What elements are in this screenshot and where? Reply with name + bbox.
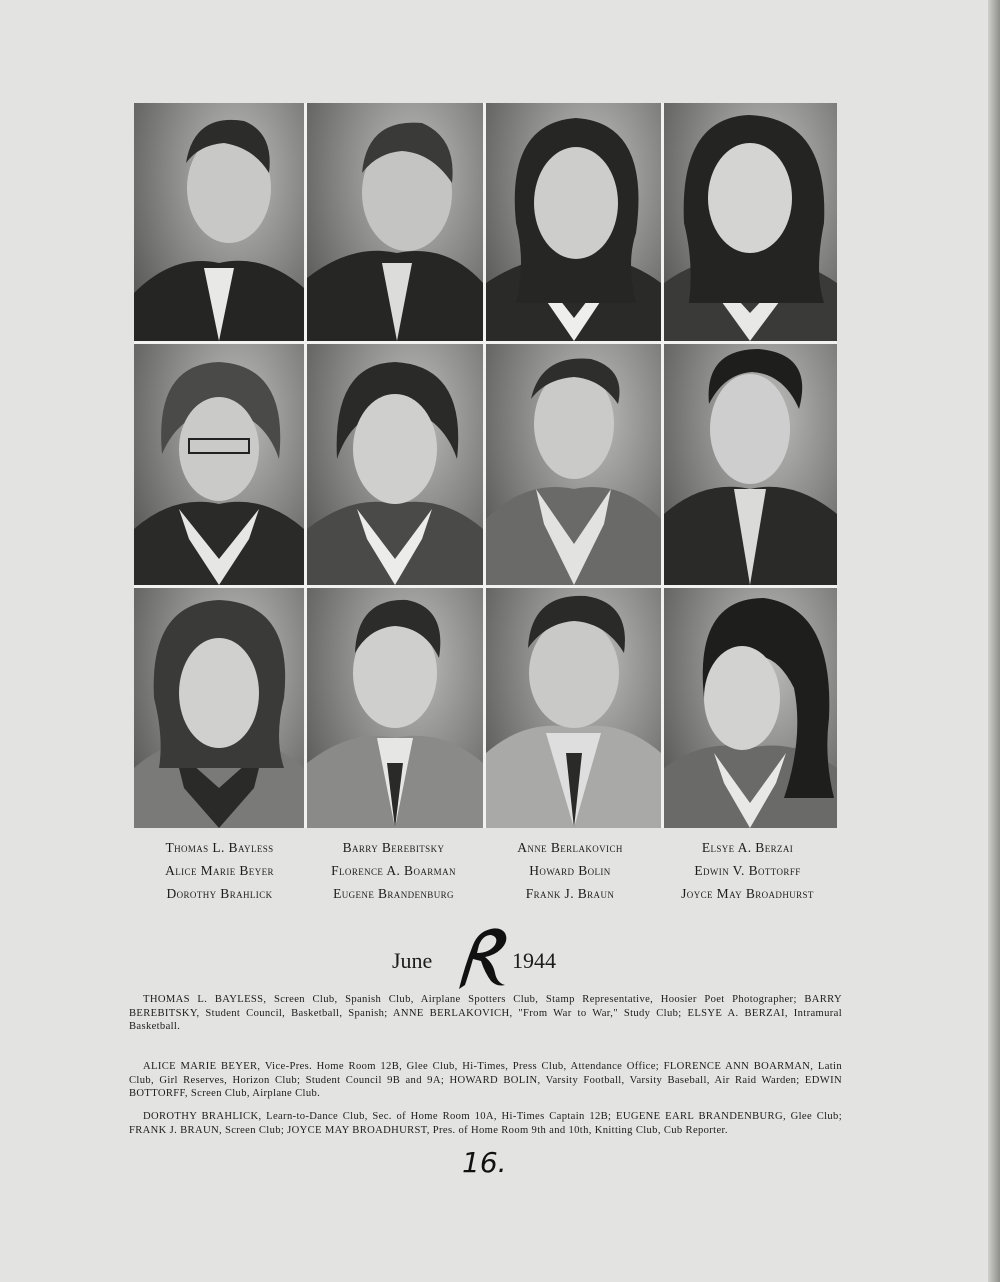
- page-number: 16.: [462, 1146, 507, 1179]
- student-name: Joyce May Broadhurst: [681, 886, 814, 901]
- student-name: Florence A. Boarman: [331, 863, 456, 878]
- portrait-photo: [307, 103, 483, 341]
- portrait-photo: [664, 588, 837, 828]
- student-name: Edwin V. Bottorff: [694, 863, 801, 878]
- student-name: Dorothy Brahlick: [166, 886, 273, 901]
- student-name: Elsye A. Berzai: [701, 840, 794, 855]
- portrait-grid: [134, 103, 837, 828]
- portrait-photo: [307, 588, 483, 828]
- portrait-photo: [134, 588, 304, 828]
- bio-paragraph: THOMAS L. BAYLESS, Screen Club, Spanish Club, Airplane Spotters Club, Stamp Representative, Hoosier Poet Photographer; BARRY BEREBITSKY, Student Council, Basketball, Spanish; ANNE BERLAKOVICH, "From War to War," Study Club; ELSYE A. BERZAI, Intramural Basketball.: [129, 994, 842, 1033]
- student-name: Thomas L. Bayless: [165, 840, 274, 855]
- student-name: Alice Marie Beyer: [165, 863, 274, 878]
- portrait-photo: [134, 344, 304, 585]
- heading-year: 1944: [512, 948, 556, 973]
- portrait-photo: [664, 103, 837, 341]
- student-name: Eugene Brandenburg: [333, 886, 454, 901]
- portrait-photo: [486, 588, 661, 828]
- portrait-photo: [134, 103, 304, 341]
- student-name: Anne Berlakovich: [517, 840, 623, 855]
- bio-paragraph: DOROTHY BRAHLICK, Learn-to-Dance Club, Sec. of Home Room 10A, Hi-Times Captain 12B; EUGENE EARL BRANDENBURG, Glee Club; FRANK J. BRAUN, Screen Club; JOYCE MAY BROADHURST, Pres. of Home Room 9th and 10th, Knitting Club, Cub Reporter.: [129, 1111, 842, 1136]
- student-name: Frank J. Braun: [525, 886, 615, 901]
- student-name: Barry Berebitsky: [342, 840, 445, 855]
- portrait-photo: [307, 344, 483, 585]
- portrait-photo: [486, 344, 661, 585]
- r-logo-icon: [451, 925, 513, 991]
- student-name: Howard Bolin: [529, 863, 611, 878]
- page-edge: [988, 0, 1000, 1282]
- portrait-photo: [664, 344, 837, 585]
- bio-paragraph: ALICE MARIE BEYER, Vice-Pres. Home Room 12B, Glee Club, Hi-Times, Press Club, Attendance Office; FLORENCE ANN BOARMAN, Latin Club, Girl Reserves, Horizon Club; Student Council 9B and 9A; HOWARD BOLIN, Varsity Football, Varsity Baseball, Air Raid Warden; EDWIN BOTTORFF, Screen Club, Airplane Club.: [129, 1061, 842, 1100]
- portrait-photo: [486, 103, 661, 341]
- class-heading: [385, 925, 585, 995]
- heading-month: June: [392, 948, 433, 973]
- student-names: [134, 838, 837, 903]
